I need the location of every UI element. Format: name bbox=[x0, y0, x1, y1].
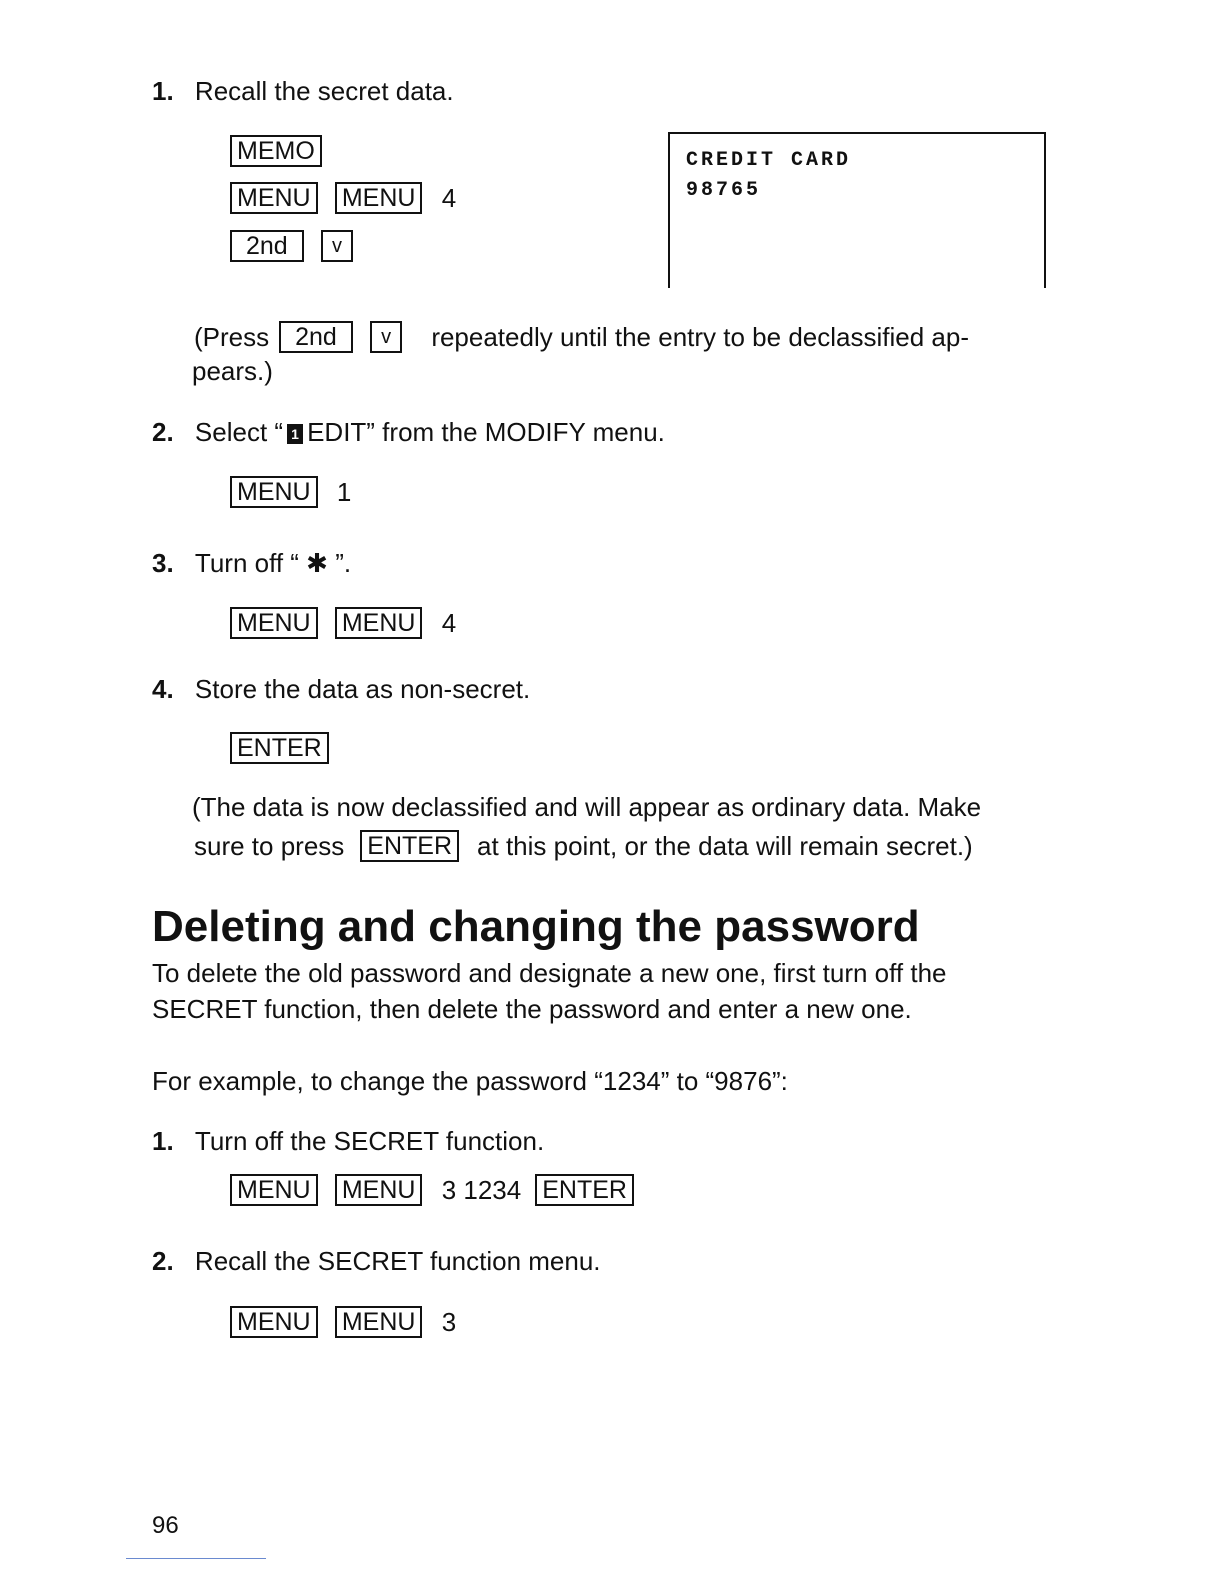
step-text: Recall the SECRET function menu. bbox=[194, 1246, 601, 1276]
step-1 bbox=[152, 76, 454, 107]
step-2 bbox=[152, 1246, 601, 1277]
second-key: 2nd bbox=[230, 230, 304, 262]
note-line-2-post: at this point, or the data will remain secret.) bbox=[477, 830, 973, 861]
section-heading: Deleting and changing the password bbox=[152, 902, 920, 951]
note-line-2-pre: sure to press bbox=[194, 830, 345, 861]
key-sequence-menu-menu-4 bbox=[230, 606, 456, 639]
press-note bbox=[192, 320, 969, 353]
key-digit: 4 bbox=[441, 182, 457, 213]
note-line-2 bbox=[192, 829, 973, 862]
menu-key: MENU bbox=[230, 607, 318, 639]
down-arrow-key: v bbox=[370, 321, 402, 353]
step-number: 1. bbox=[152, 76, 174, 106]
key-sequence-menu-1 bbox=[230, 475, 351, 508]
menu-key: MENU bbox=[230, 476, 318, 508]
press-note-before: (Press bbox=[194, 321, 270, 352]
press-note-after: repeatedly until the entry to be declassified ap- bbox=[431, 321, 969, 352]
enter-key: ENTER bbox=[535, 1174, 634, 1206]
key-digit: 1 bbox=[336, 476, 352, 507]
note-line-1: (The data is now declassified and will appear as ordinary data. Make bbox=[192, 792, 982, 822]
step-4 bbox=[152, 674, 530, 705]
key-digit: 3 bbox=[441, 1306, 457, 1337]
intro-line-2: SECRET function, then delete the password and enter a new one. bbox=[152, 994, 912, 1024]
key-sequence-turn-off-secret bbox=[230, 1173, 644, 1206]
memo-key: MEMO bbox=[230, 135, 322, 167]
menu-key: MENU bbox=[335, 182, 423, 214]
menu-item-1-icon: 1 bbox=[287, 424, 303, 444]
key-sequence-enter bbox=[230, 731, 339, 764]
lcd-line-1: CREDIT CARD bbox=[686, 149, 852, 172]
example-text: For example, to change the password “1234” to “9876”: bbox=[152, 1066, 788, 1096]
step-number: 1. bbox=[152, 1126, 174, 1156]
step-text: Recall the secret data. bbox=[194, 76, 454, 106]
menu-key: MENU bbox=[335, 1174, 423, 1206]
page-number: 96 bbox=[152, 1512, 179, 1539]
enter-key: ENTER bbox=[230, 732, 329, 764]
step-text-pre: Select “ bbox=[194, 417, 284, 447]
step-text: Store the data as non-secret. bbox=[194, 674, 531, 704]
step-number: 2. bbox=[152, 1246, 174, 1276]
key-sequence-2nd-down bbox=[230, 229, 363, 262]
menu-key: MENU bbox=[230, 182, 318, 214]
step-number: 2. bbox=[152, 417, 174, 447]
menu-key: MENU bbox=[335, 1306, 423, 1338]
step-text: Turn off the SECRET function. bbox=[194, 1126, 545, 1156]
footer-divider bbox=[126, 1558, 266, 1559]
menu-key: MENU bbox=[230, 1174, 318, 1206]
second-key: 2nd bbox=[279, 321, 353, 353]
key-sequence-menu-menu-4 bbox=[230, 181, 456, 214]
press-note-line-2: pears.) bbox=[192, 356, 273, 386]
intro-line-1: To delete the old password and designate a new one, first turn off the bbox=[152, 958, 947, 988]
step-number: 4. bbox=[152, 674, 174, 704]
key-sequence-memo bbox=[230, 134, 332, 167]
lcd-line-2: 98765 bbox=[686, 179, 762, 202]
key-sequence-menu-menu-3 bbox=[230, 1305, 456, 1338]
step-text: Turn off “ ✱ ”. bbox=[194, 548, 352, 578]
step-3 bbox=[152, 548, 351, 579]
step-1 bbox=[152, 1126, 544, 1157]
menu-key: MENU bbox=[230, 1306, 318, 1338]
key-digit: 4 bbox=[441, 607, 457, 638]
step-2 bbox=[152, 417, 665, 448]
menu-key: MENU bbox=[335, 607, 423, 639]
lcd-display bbox=[668, 132, 1046, 288]
enter-key: ENTER bbox=[360, 830, 459, 862]
step-text-post: EDIT” from the MODIFY menu. bbox=[307, 417, 665, 447]
key-digits: 3 1234 bbox=[441, 1174, 522, 1205]
down-arrow-key: v bbox=[321, 230, 353, 262]
step-number: 3. bbox=[152, 548, 174, 578]
